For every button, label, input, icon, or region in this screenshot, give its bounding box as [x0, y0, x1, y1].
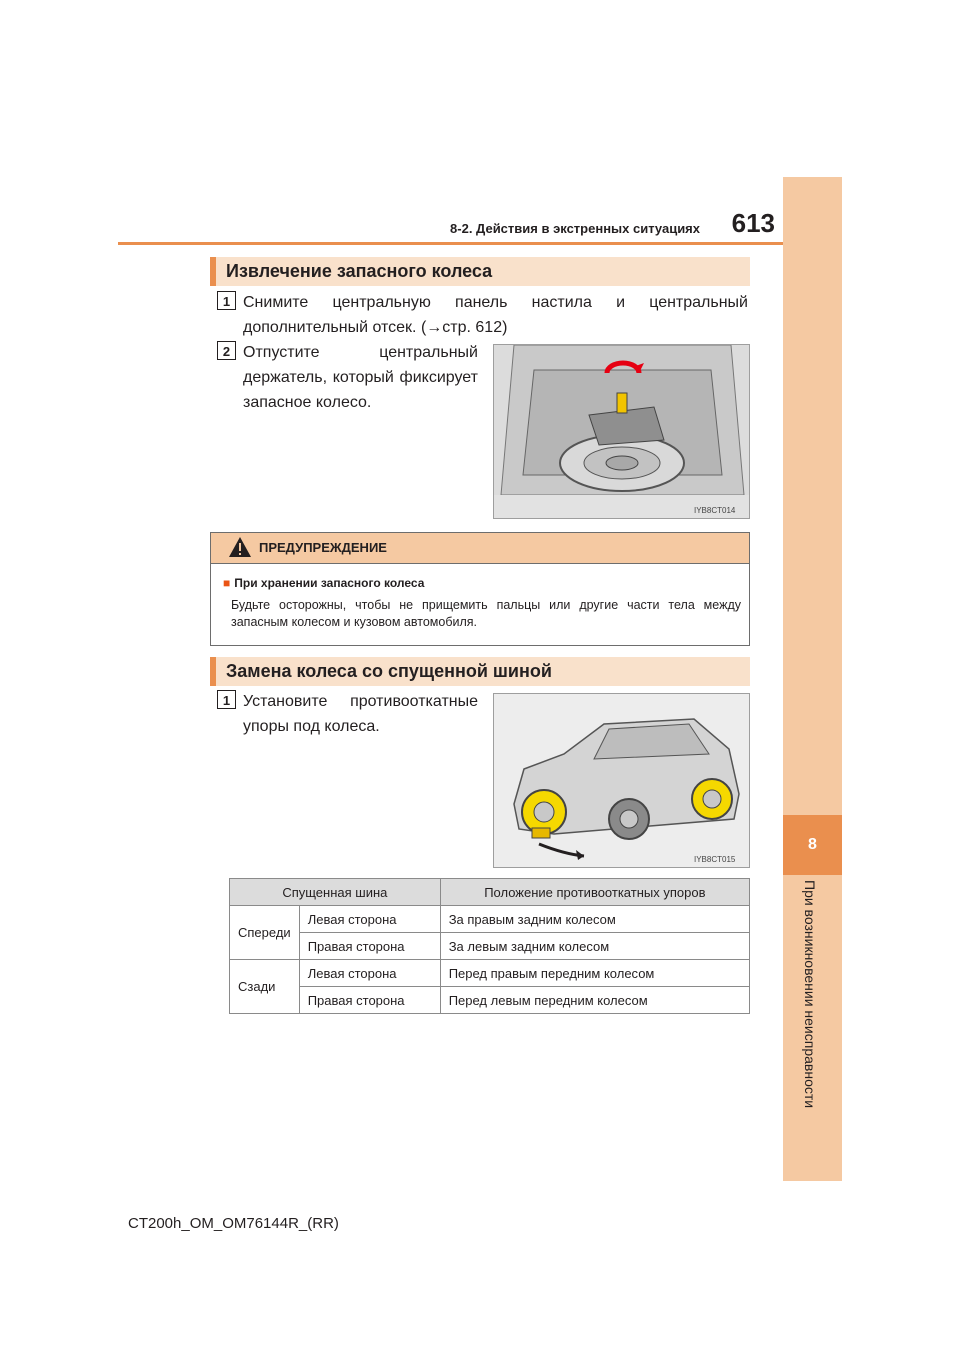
table-cell: Сзади [230, 960, 300, 1014]
warning-title: ПРЕДУПРЕЖДЕНИЕ [259, 540, 387, 555]
figure-code: IYB8CT014 [694, 506, 736, 515]
table-header-cell: Спущенная шина [230, 879, 441, 906]
table-cell: Правая сторона [299, 933, 440, 960]
step-text: дополнительный отсек. (→стр. 612) [243, 319, 508, 336]
table-row [230, 906, 750, 933]
warning-box [210, 532, 750, 646]
warning-triangle-icon [228, 536, 252, 558]
table-cell: Перед левым передним колесом [440, 987, 749, 1014]
step-number: 1 [217, 291, 236, 310]
spare-tire-trunk-illustration [493, 344, 750, 519]
step-number: 1 [217, 690, 236, 709]
warning-text: Будьте осторожны, чтобы не прищемить пальцы или другие части тела между запасным колесом и кузовом автомобиля. [231, 598, 741, 629]
section-heading-flat-tire: Замена колеса со спущенной шиной [210, 657, 750, 686]
wheel-chocks-car-illustration [493, 693, 750, 868]
warning-header [211, 533, 749, 564]
header-divider [118, 242, 783, 245]
step-number: 2 [217, 341, 236, 360]
step-text: Установите противооткатные упоры под колеса. [243, 693, 478, 735]
table-header-cell: Положение противооткатных упоров [440, 879, 749, 906]
table-cell: Перед правым передним колесом [440, 960, 749, 987]
section-heading-spare-removal: Извлечение запасного колеса [210, 257, 750, 286]
chapter-number-badge: 8 [783, 815, 842, 875]
table-cell: За левым задним колесом [440, 933, 749, 960]
step-text: Отпустите центральный держатель, который фиксирует запасное колесо. [243, 344, 478, 411]
table-row [230, 960, 750, 987]
table-row [230, 933, 750, 960]
page-number: 613 [731, 208, 775, 238]
table-header-row [230, 879, 750, 906]
warning-subheading: ■ При хранении запасного колеса [223, 576, 425, 590]
step-text: Снимите центральную панель настила и центральный [243, 294, 748, 311]
table-cell: Левая сторона [299, 906, 440, 933]
table-cell: Спереди [230, 906, 300, 960]
chapter-label: При возникновении неисправности [802, 880, 818, 1109]
table-cell: Правая сторона [299, 987, 440, 1014]
section-breadcrumb: 8-2. Действия в экстренных ситуациях [450, 221, 700, 236]
table-cell: Левая сторона [299, 960, 440, 987]
square-bullet-icon: ■ [223, 576, 231, 590]
table-cell: За правым задним колесом [440, 906, 749, 933]
table-row [230, 987, 750, 1014]
figure-code: IYB8CT015 [694, 855, 736, 864]
document-code-footer: CT200h_OM_OM76144R_(RR) [128, 1215, 339, 1232]
wheel-chock-table [229, 878, 750, 1014]
